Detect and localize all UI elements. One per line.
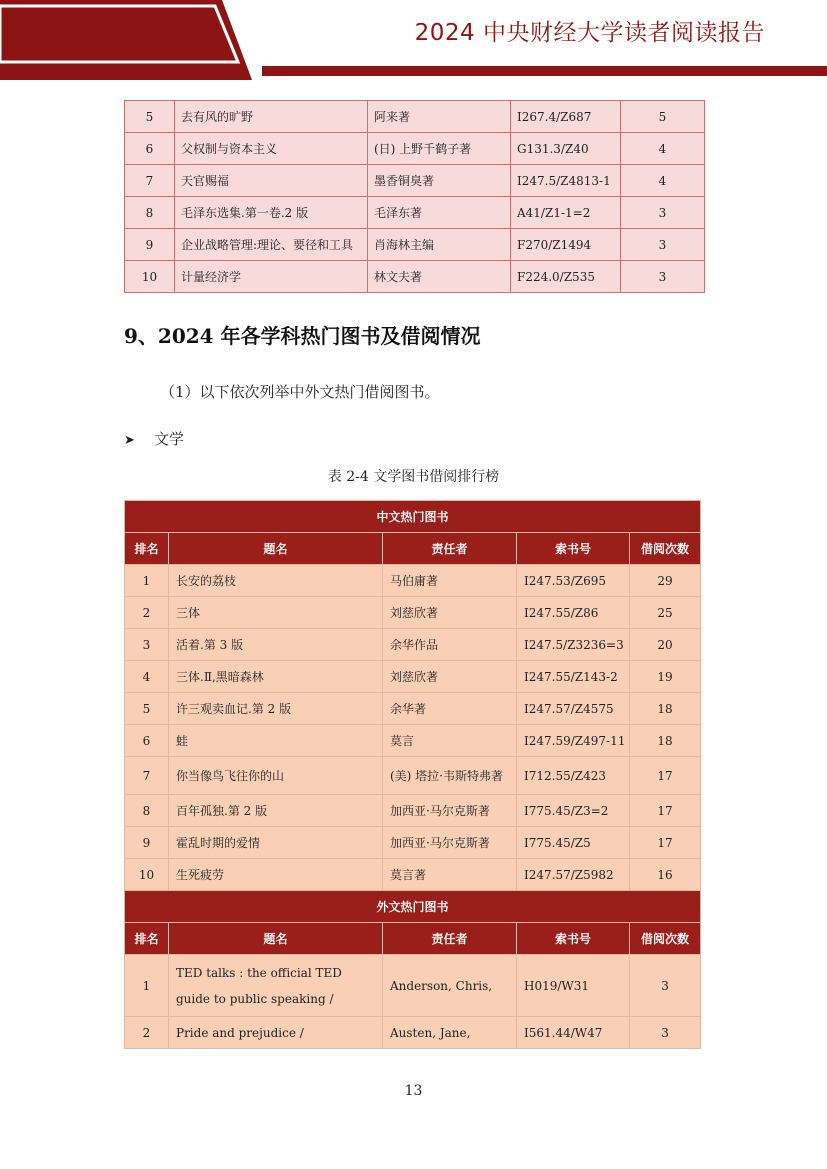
title-cell: 百年孤独.第 2 版 [169, 795, 383, 827]
table-row [125, 795, 701, 827]
column-header: 借阅次数 [630, 533, 701, 565]
count-cell: 4 [621, 165, 705, 197]
author-cell: 墨香铜臭著 [368, 165, 511, 197]
rank-cell: 9 [125, 229, 175, 261]
author-cell: 刘慈欣著 [383, 661, 517, 693]
author-cell: Anderson, Chris, [383, 955, 517, 1017]
column-header: 索书号 [517, 533, 630, 565]
author-cell: 余华作品 [383, 629, 517, 661]
call-number-cell: F270/Z1494 [511, 229, 621, 261]
title-cell: 长安的荔枝 [169, 565, 383, 597]
table-row [125, 661, 701, 693]
title-cell: 你当像鸟飞往你的山 [169, 757, 383, 795]
intro-paragraph: （1）以下依次列举中外文热门借阅图书。 [160, 383, 440, 401]
title-cell: 企业战略管理:理论、要径和工具 [175, 229, 368, 261]
author-cell: 阿来著 [368, 101, 511, 133]
column-header: 借阅次数 [630, 923, 701, 955]
count-cell: 17 [630, 827, 701, 859]
title-cell: TED talks : the official TED guide to public speaking / [169, 955, 383, 1017]
table-row [125, 757, 701, 795]
count-cell: 25 [630, 597, 701, 629]
call-number-cell: I247.53/Z695 [517, 565, 630, 597]
table-caption: 表 2-4 文学图书借阅排行榜 [327, 469, 500, 485]
call-number-cell: I775.45/Z5 [517, 827, 630, 859]
author-cell: 加西亚·马尔克斯著 [383, 827, 517, 859]
fr-section-header [125, 891, 701, 923]
author-cell: 毛泽东著 [368, 197, 511, 229]
author-cell: 肖海林主编 [368, 229, 511, 261]
column-header: 责任者 [383, 533, 517, 565]
author-cell: 林文夫著 [368, 261, 511, 293]
column-header: 题名 [169, 923, 383, 955]
rank-cell: 5 [125, 101, 175, 133]
call-number-cell: F224.0/Z535 [511, 261, 621, 293]
rank-cell: 8 [125, 197, 175, 229]
table-row [125, 955, 701, 1017]
call-number-cell: I247.57/Z4575 [517, 693, 630, 725]
table-row [125, 827, 701, 859]
call-number-cell: I267.4/Z687 [511, 101, 621, 133]
rank-cell: 10 [125, 261, 175, 293]
table-row [125, 859, 701, 891]
rank-cell: 6 [125, 725, 169, 757]
rank-cell: 8 [125, 795, 169, 827]
rank-cell: 7 [125, 757, 169, 795]
title-cell: 三体.Ⅱ,黑暗森林 [169, 661, 383, 693]
rank-cell: 1 [125, 565, 169, 597]
table-row [125, 693, 701, 725]
call-number-cell: I247.57/Z5982 [517, 859, 630, 891]
rank-cell: 9 [125, 827, 169, 859]
title-cell: 活着.第 3 版 [169, 629, 383, 661]
arrow-bullet-icon: ➤ [124, 433, 135, 448]
rank-cell: 10 [125, 859, 169, 891]
call-number-cell: H019/W31 [517, 955, 630, 1017]
table-row [125, 1017, 701, 1049]
table-row [125, 229, 705, 261]
title-cell: Pride and prejudice / [169, 1017, 383, 1049]
title-cell: 去有风的旷野 [175, 101, 368, 133]
table-header-row [125, 923, 701, 955]
rank-cell: 5 [125, 693, 169, 725]
call-number-cell: I247.55/Z86 [517, 597, 630, 629]
call-number-cell: I247.55/Z143-2 [517, 661, 630, 693]
column-header: 排名 [125, 923, 169, 955]
author-cell: (美) 塔拉·韦斯特弗著 [383, 757, 517, 795]
column-header: 题名 [169, 533, 383, 565]
author-cell: 刘慈欣著 [383, 597, 517, 629]
title-cell: 蛙 [169, 725, 383, 757]
title-cell: 毛泽东选集.第一卷.2 版 [175, 197, 368, 229]
count-cell: 29 [630, 565, 701, 597]
table-row [125, 629, 701, 661]
top-table [124, 100, 705, 293]
call-number-cell: G131.3/Z40 [511, 133, 621, 165]
count-cell: 20 [630, 629, 701, 661]
table-row [125, 597, 701, 629]
cn-section-header-title: 中文热门图书 [125, 501, 701, 533]
author-cell: 莫言著 [383, 859, 517, 891]
title-cell: 父权制与资本主义 [175, 133, 368, 165]
rank-cell: 6 [125, 133, 175, 165]
count-cell: 16 [630, 859, 701, 891]
count-cell: 3 [621, 261, 705, 293]
column-header: 责任者 [383, 923, 517, 955]
cn-section-header [125, 501, 701, 533]
call-number-cell: I712.55/Z423 [517, 757, 630, 795]
count-cell: 3 [621, 229, 705, 261]
table-row [125, 165, 705, 197]
count-cell: 17 [630, 795, 701, 827]
column-header: 索书号 [517, 923, 630, 955]
count-cell: 3 [630, 1017, 701, 1049]
count-cell: 17 [630, 757, 701, 795]
bullet-label: 文学 [154, 430, 185, 448]
table-row [125, 725, 701, 757]
title-cell: 霍乱时期的爱情 [169, 827, 383, 859]
call-number-cell: I561.44/W47 [517, 1017, 630, 1049]
title-cell: 生死疲劳 [169, 859, 383, 891]
rank-cell: 3 [125, 629, 169, 661]
table-row [125, 101, 705, 133]
call-number-cell: I247.5/Z4813-1 [511, 165, 621, 197]
author-cell: (日) 上野千鹤子著 [368, 133, 511, 165]
author-cell: 莫言 [383, 725, 517, 757]
call-number-cell: I247.5/Z3236=3 [517, 629, 630, 661]
count-cell: 18 [630, 693, 701, 725]
column-header: 排名 [125, 533, 169, 565]
rank-cell: 7 [125, 165, 175, 197]
header-title: 2024 中央财经大学读者阅读报告 [414, 20, 765, 46]
section-title: 9、2024 年各学科热门图书及借阅情况 [124, 324, 481, 348]
table-row [125, 133, 705, 165]
table-header-row [125, 533, 701, 565]
author-cell: 余华著 [383, 693, 517, 725]
call-number-cell: A41/Z1-1=2 [511, 197, 621, 229]
count-cell: 5 [621, 101, 705, 133]
page-number: 13 [404, 1083, 423, 1099]
title-cell: 许三观卖血记.第 2 版 [169, 693, 383, 725]
table-row [125, 197, 705, 229]
title-cell: 天官赐福 [175, 165, 368, 197]
rank-cell: 2 [125, 1017, 169, 1049]
rank-cell: 2 [125, 597, 169, 629]
call-number-cell: I247.59/Z497-11 [517, 725, 630, 757]
bullet-item [124, 428, 184, 449]
count-cell: 3 [621, 197, 705, 229]
title-cell: 三体 [169, 597, 383, 629]
table-row [125, 565, 701, 597]
call-number-cell: I775.45/Z3=2 [517, 795, 630, 827]
literature-ranking-table [124, 500, 701, 1049]
rank-cell: 4 [125, 661, 169, 693]
fr-section-header-title: 外文热门图书 [125, 891, 701, 923]
table-row [125, 261, 705, 293]
count-cell: 18 [630, 725, 701, 757]
author-cell: 加西亚·马尔克斯著 [383, 795, 517, 827]
title-cell: 计量经济学 [175, 261, 368, 293]
rank-cell: 1 [125, 955, 169, 1017]
author-cell: 马伯庸著 [383, 565, 517, 597]
author-cell: Austen, Jane, [383, 1017, 517, 1049]
count-cell: 4 [621, 133, 705, 165]
count-cell: 3 [630, 955, 701, 1017]
count-cell: 19 [630, 661, 701, 693]
